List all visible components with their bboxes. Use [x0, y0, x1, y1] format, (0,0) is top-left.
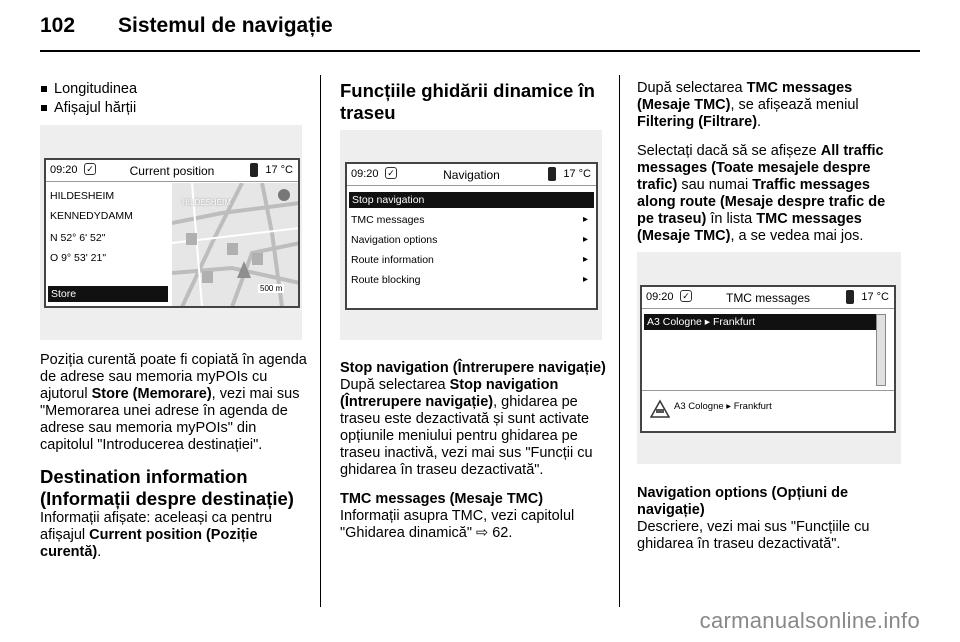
text: Informații asupra TMC, vezi capitolul "Ghidarea dinamică": [340, 508, 575, 541]
menu-item-label: Navigation options: [351, 234, 438, 246]
temperature: 17 °C: [563, 168, 591, 180]
bold-term: Filtering (Filtrare): [637, 114, 758, 130]
text: , vezi mai sus "Memorarea unei adrese în agenda de adrese sau memoria myPOIs" din capitolul "Introducerea destinației".: [40, 386, 300, 453]
menu-item-route-blocking[interactable]: [351, 274, 594, 286]
screen-title: TMC messages: [725, 291, 811, 305]
section-heading: Funcțiile ghidării dinamice în traseu: [340, 80, 595, 123]
info-line: N 52° 6' 52": [50, 232, 106, 244]
bullet-item: Afișajul hărții: [40, 99, 308, 118]
column-3: [637, 80, 905, 257]
bold-term: Stop navigation (Întrerupere navigație): [340, 377, 559, 410]
page-title: Sistemul de navigație: [118, 14, 333, 37]
bold-term: Current position (Poziție curentă): [40, 527, 258, 560]
menu-item-stop-navigation[interactable]: Stop navigation: [349, 192, 594, 208]
menu-item-tmc-messages[interactable]: [351, 214, 594, 226]
status-bar: [642, 287, 894, 309]
menu-item-label: Route information: [351, 254, 434, 266]
screen-title: Current position: [129, 164, 215, 178]
current-position-screenshot: [40, 125, 302, 340]
current-position-screen: [44, 158, 300, 308]
temperature: 17 °C: [861, 291, 889, 303]
menu-item-route-information[interactable]: [351, 254, 594, 266]
chevron-right-icon: ▸: [582, 214, 588, 225]
bullet-item: Longitudinea: [40, 80, 308, 99]
paragraph: [340, 377, 606, 479]
bold-term: All traffic messages (Toate mesajele despre trafic): [637, 143, 884, 193]
text: După selectarea: [637, 80, 747, 96]
tmc-message-detail: A3 Cologne ▸ Frankfurt: [674, 401, 772, 412]
status-bar: [46, 160, 298, 182]
info-line: KENNEDYDAMM: [50, 210, 133, 222]
chevron-right-icon: ▸: [582, 274, 588, 285]
thermometer-icon: [250, 163, 258, 177]
column-divider-right: [619, 75, 620, 607]
bullet-list: [40, 80, 308, 118]
paragraph: [637, 80, 905, 131]
column-3-text: [637, 485, 905, 565]
column-2: [340, 80, 602, 124]
tmc-messages-screen: [640, 285, 896, 433]
text: Informații afișate: aceleași ca pentru afișajul: [40, 510, 273, 543]
column-divider-left: [320, 75, 321, 607]
text: , a se vedea mai jos.: [730, 228, 864, 244]
menu-item-navigation-options[interactable]: [351, 234, 594, 246]
bold-term: Store (Memorare): [91, 386, 212, 402]
menu-item-label: TMC messages: [351, 214, 425, 226]
text: în lista: [706, 211, 757, 227]
navigation-menu-screenshot: [340, 130, 602, 340]
thermometer-icon: [548, 167, 556, 181]
scrollbar[interactable]: [876, 314, 886, 386]
clock: 09:20: [646, 291, 674, 303]
text: .: [757, 114, 762, 130]
store-button[interactable]: Store: [48, 286, 168, 302]
info-line: O 9° 53' 21": [50, 252, 107, 264]
traffic-warning-icon: [650, 399, 670, 419]
text: , ghidarea pe traseu este dezactivată și sunt activate opțiunile meniului pentru ghidarea pe traseu inactivă, vezi mai sus "Funcții cu ghidarea în traseu dezactivată".: [340, 394, 593, 478]
section-heading: Destination information (Informații despre destinație): [40, 466, 294, 509]
bold-term: TMC messages (Mesaje TMC): [637, 80, 853, 113]
text: .: [97, 544, 102, 560]
page-reference: 62.: [492, 525, 513, 541]
text: , se afișează meniul: [730, 97, 859, 113]
bold-term: TMC messages (Mesaje TMC): [637, 211, 862, 244]
check-icon: ✓: [84, 163, 96, 175]
tmc-message-selected[interactable]: A3 Cologne ▸ Frankfurt: [644, 314, 876, 330]
map-city-label: HILDESHEIM: [182, 198, 231, 207]
page-number: 102: [40, 14, 76, 37]
chevron-right-icon: ▸: [582, 254, 588, 265]
subsection-heading: Navigation options (Opțiuni de navigație): [637, 485, 849, 518]
temperature: 17 °C: [265, 164, 293, 176]
watermark: carmanualsonline.info: [699, 608, 920, 633]
status-bar: [347, 164, 596, 186]
subsection-heading: TMC messages (Mesaje TMC): [340, 491, 544, 507]
subsection-heading: Stop navigation (Întrerupere navigație): [340, 360, 606, 376]
paragraph: [340, 508, 606, 542]
paragraph: [637, 143, 905, 245]
column-1-text: [40, 352, 312, 573]
clock: 09:20: [351, 168, 379, 180]
column-1: [40, 80, 308, 118]
tmc-messages-screenshot: [637, 252, 901, 464]
thermometer-icon: [846, 290, 854, 304]
navigation-screen: [345, 162, 598, 310]
map-scale: 500 m: [260, 284, 283, 293]
column-2-text: [340, 360, 606, 554]
paragraph: [40, 510, 312, 561]
check-icon: ✓: [385, 167, 397, 179]
text: sau numai: [677, 177, 753, 193]
screen-title: Navigation: [443, 168, 500, 182]
header-divider: [40, 50, 920, 52]
check-icon: ✓: [680, 290, 692, 302]
bold-term: Traffic messages along route (Mesaje despre trafic de pe traseu): [637, 177, 886, 227]
text: După selectarea: [340, 377, 450, 393]
detail-divider: [642, 390, 894, 391]
menu-item-label: Route blocking: [351, 274, 421, 286]
info-line: HILDESHEIM: [50, 190, 115, 202]
page-reference-icon: ⇨: [476, 525, 493, 541]
text: Poziția curentă poate fi copiată în agenda de adrese sau memoria myPOIs cu ajutorul: [40, 352, 307, 402]
clock: 09:20: [50, 164, 78, 176]
chevron-right-icon: ▸: [582, 234, 588, 245]
text: Selectați dacă să se afișeze: [637, 143, 821, 159]
paragraph: Descriere, vezi mai sus "Funcțiile cu ghidarea în traseu dezactivată".: [637, 519, 870, 552]
paragraph: [40, 352, 312, 454]
